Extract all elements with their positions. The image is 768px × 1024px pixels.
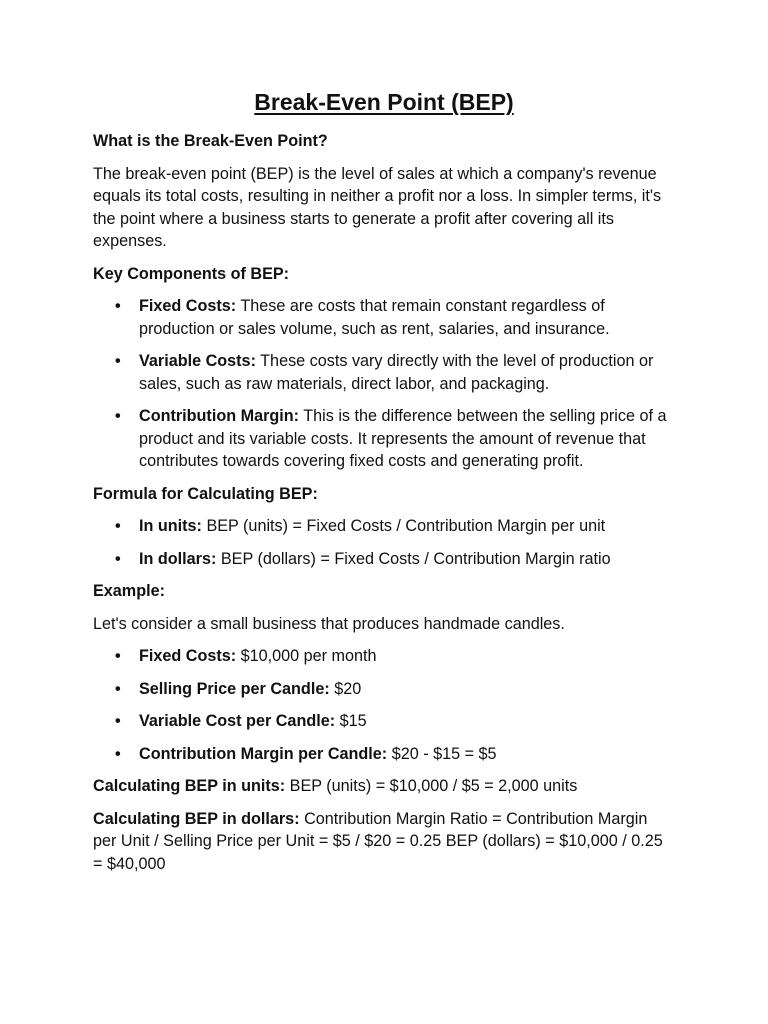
list-item-text: $15 [335,712,367,730]
list-item [115,515,675,538]
list-item-term: In dollars: [139,549,217,568]
formula-heading: Formula for Calculating BEP: [93,484,318,503]
list-item-term: Variable Costs: [139,352,256,370]
list-item [115,295,675,340]
list-item-text: $20 [329,679,362,698]
bullet-icon: • [115,679,121,698]
list-item-term: Fixed Costs: [139,647,237,665]
list-item-term: Variable Cost per Candle: [139,712,336,730]
list-item [115,548,675,571]
page-title: Break-Even Point (BEP) [254,89,514,115]
bullet-icon: • [115,517,121,535]
bullet-icon: • [115,712,121,730]
list-item-term: Fixed Costs: [139,297,237,315]
components-list [93,295,675,473]
calc-units-paragraph [93,775,675,798]
list-item-text: This is the difference between the selling price of a product and its variable costs. It represents the amount of revenue that contributes towards covering fixed costs and generating profit. [139,407,667,470]
intro-paragraph: The break-even point (BEP) is the level of sales at which a company's revenue equals its total costs, resulting in neither a profit nor a loss. In simpler terms, it's the point where a business starts to generate a profit after covering all its expenses. [93,164,662,250]
list-item-term: Selling Price per Candle: [139,679,330,698]
list-item-text: BEP (dollars) = Fixed Costs / Contribution Margin ratio [216,549,611,568]
example-heading: Example: [93,582,165,600]
calc-dollars-text: Contribution Margin Ratio = Contribution Margin per Unit / Selling Price per Unit = $5 / $20 = 0.25 BEP (dollars) = $10,000 / 0.25 = $40,000 [93,809,663,873]
list-item [115,645,675,668]
list-item [115,743,675,766]
list-item [115,350,675,395]
list-item-text: These costs vary directly with the level of production or sales, such as raw materials, direct labor, and packaging. [139,352,654,393]
calc-units-text: BEP (units) = $10,000 / $5 = 2,000 units [285,777,578,795]
list-item [115,405,675,473]
list-item-text: BEP (units) = Fixed Costs / Contribution Margin per unit [201,517,606,535]
bullet-icon: • [115,647,121,665]
bullet-icon: • [115,297,121,315]
list-item-term: Contribution Margin per Candle: [139,744,388,763]
what-heading: What is the Break-Even Point? [93,132,328,150]
list-item [115,710,675,733]
formula-list [93,515,675,570]
example-list [93,645,675,765]
calc-dollars-term: Calculating BEP in dollars: [93,809,300,828]
document-page [93,86,675,885]
calc-units-term: Calculating BEP in units: [93,777,286,795]
bullet-icon: • [115,352,121,370]
list-item-term: Contribution Margin: [139,407,300,425]
calc-dollars-paragraph [93,808,675,876]
components-heading: Key Components of BEP: [93,264,290,283]
bullet-icon: • [115,549,121,568]
list-item-text: These are costs that remain constant regardless of production or sales volume, such as rent, salaries, and insurance. [139,297,610,338]
bullet-icon: • [115,407,121,425]
list-item-text: $20 - $15 = $5 [387,744,497,763]
list-item-text: $10,000 per month [236,647,377,665]
bullet-icon: • [115,744,121,763]
list-item [115,678,675,701]
list-item-term: In units: [139,517,202,535]
example-intro: Let's consider a small business that produces handmade candles. [93,614,565,633]
